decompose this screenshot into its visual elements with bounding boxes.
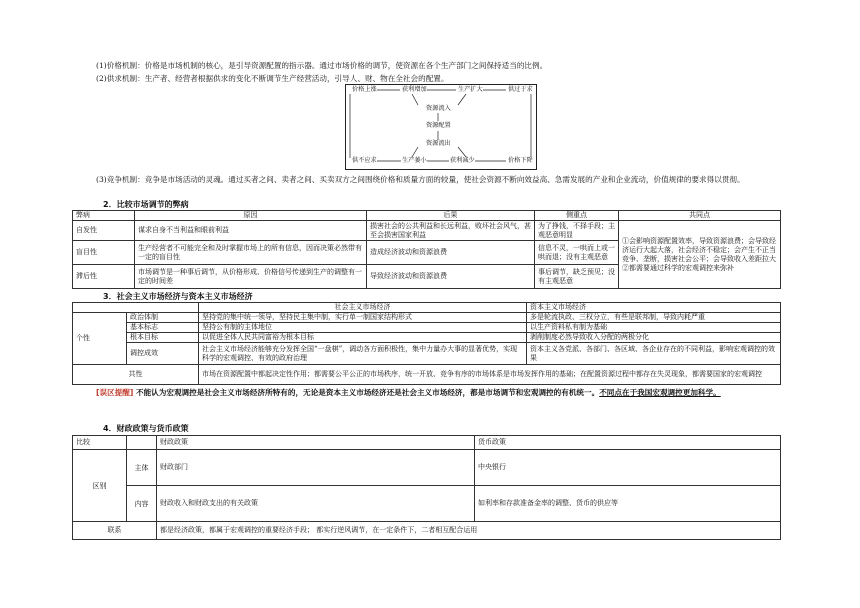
header-common: 共同点: [619, 211, 781, 221]
node-profit-up: 获利增加: [402, 86, 427, 93]
node-production-expand: 生产扩大: [458, 86, 483, 93]
misconception-note: [96, 385, 776, 401]
difference-label: 区别: [73, 450, 127, 522]
socialist-cell: 坚持党的集中统一领导，坚持民主集中制，实行单一制国家结构形式: [199, 313, 527, 323]
section3-title: 3．社会主义市场经济与资本主义市场经济: [103, 292, 253, 301]
defect-cause: 谋求自身不当利益和眼前利益: [135, 221, 367, 241]
link-text: 都是经济政策，都属于宏观调控的重要经济手段； 都实行逆风调节，在一定条件下，二者相互配合运用: [157, 522, 781, 540]
defect-effect: 导致经济波动和资源浪费: [367, 265, 535, 289]
row-label: 基本标志: [127, 323, 199, 333]
fiscal-subject: 财政部门: [157, 450, 475, 486]
defect-focus: 为了挣钱，不择手段；主观恶意明显: [535, 221, 619, 241]
node-production-shrink: 生产萎小: [402, 157, 427, 164]
table-row: [73, 365, 781, 385]
row-label: 调控成效: [127, 343, 199, 365]
competition-paragraph: (3)竞争机制：竞争是市场活动的灵魂。通过买者之间、卖者之间、买卖双方之间围绕价格和质量方面的较量，使社会资源不断向效益高、急需发展的产业和企业流动，价值规律的要求得以贯彻。: [96, 175, 745, 184]
table-row: [73, 486, 781, 522]
defect-name: 盲目性: [73, 241, 135, 265]
table-row: [73, 323, 781, 333]
table-row: [73, 522, 781, 540]
table-row: [73, 221, 781, 241]
defect-name: 滞后性: [73, 265, 135, 289]
monetary-content: 如利率和存款准备金率的调整、货币的供应等: [475, 486, 781, 522]
node-undersupply: 供不应求: [352, 157, 377, 164]
table-row: [73, 343, 781, 365]
defect-effect: 损害社会的公共利益和长远利益，败坏社会风气，甚至会损害国家利益: [367, 221, 535, 241]
table-row: [73, 450, 781, 486]
node-oversupply: 供过于求: [508, 86, 533, 93]
note-tag: [误区提醒]: [96, 388, 134, 397]
section2-title: 2．比较市场调节的弊病: [103, 200, 189, 209]
personality-label: 个性: [73, 313, 127, 365]
section4-title: 4．财政政策与货币政策: [103, 424, 189, 433]
defect-cause: 市场调节是一种事后调节，从价格形成、价格信号传递到生产的调整有一定的时间差: [135, 265, 367, 289]
defect-cause: 生产经营者不可能完全和及时掌握市场上的所有信息，因而决策必然带有一定的盲目性: [135, 241, 367, 265]
header-socialist: 社会主义市场经济: [199, 303, 527, 313]
defect-focus: 事后调节，缺乏预见；没有主观恶意: [535, 265, 619, 289]
header-focus: 侧重点: [535, 211, 619, 221]
blank-header: [73, 303, 199, 313]
capitalist-cell: 以生产资料私有制为基础: [527, 323, 781, 333]
market-defects-table: [72, 210, 781, 289]
common-cell: 市场在资源配置中都起决定性作用；都需要公平公正的市场秩序，统一开放、竞争有序的市场体系是市场发挥作用的基础；在配置资源过程中都存在失灵现象，都需要国家的宏观调控: [199, 365, 781, 385]
header-monetary: 货币政策: [475, 436, 781, 450]
table-row: [73, 313, 781, 323]
header-capitalist: 资本主义市场经济: [527, 303, 781, 313]
content-label: 内容: [127, 486, 157, 522]
note-underline-text: 不同点在于我国宏观调控更加科学。: [599, 388, 721, 397]
socialist-cell: 坚持公有制的主体地位: [199, 323, 527, 333]
row-label: 政治体制: [127, 313, 199, 323]
fiscal-content: 财政收入和财政支出的有关政策: [157, 486, 475, 522]
market-economy-compare-table: [72, 302, 781, 385]
subject-label: 主体: [127, 450, 157, 486]
socialist-cell: 以促进全体人民共同富裕为根本目标: [199, 333, 527, 343]
table-row: [73, 333, 781, 343]
fiscal-monetary-table: [72, 435, 781, 540]
header-effect: 后果: [367, 211, 535, 221]
defect-common: ①会影响资源配置效率，导致资源浪费；会导致经济运行大起大落，社会经济不稳定；会产生不正当竞争、垄断，损害社会公平；会导致收入差距拉大 ②都需要通过科学的宏观调控来弥补: [619, 221, 781, 289]
node-resource-allocation: 资源配置: [426, 122, 451, 129]
blank-header: [127, 436, 157, 450]
node-price-down: 价格下降: [508, 157, 533, 164]
link-label: 联系: [73, 522, 157, 540]
socialist-cell: 社会主义市场经济能够充分发挥全国“一盘棋”，调动各方面积极性，集中力量办大事的显著优势，实现科学的宏观调控、有效的政府治理: [199, 343, 527, 365]
node-profit-down: 获利减少: [450, 157, 475, 164]
note-text: 不能认为宏观调控是社会主义市场经济所特有的，无论是资本主义市场经济还是社会主义市场经济，都是市场调节和宏观调控的有机统一。: [135, 388, 600, 397]
header-cause: 原因: [135, 211, 367, 221]
defect-name: 自发性: [73, 221, 135, 241]
common-label: 共性: [73, 365, 199, 385]
header-compare: 比较: [73, 436, 127, 450]
capitalist-cell: 资本主义各党派、各部门、各区域、各企业存在的不同利益，影响宏观调控的效果: [527, 343, 781, 365]
header-fiscal: 财政政策: [157, 436, 475, 450]
supply-demand-diagram: [345, 84, 537, 170]
capitalist-cell: 剥削制度必然导致收入分配的两极分化: [527, 333, 781, 343]
node-resource-inflow: 资源流入: [426, 105, 451, 112]
node-resource-outflow: 资源流出: [426, 140, 451, 147]
row-label: 根本目标: [127, 333, 199, 343]
defect-effect: 造成经济波动和资源浪费: [367, 241, 535, 265]
monetary-subject: 中央银行: [475, 450, 781, 486]
price-mechanism-paragraph: (1)价格机制：价格是市场机制的核心，是引导资源配置的指示器。通过市场价格的调节，使资源在各个生产部门之间保持适当的比例。: [96, 61, 548, 70]
header-defect: 弊病: [73, 211, 135, 221]
defect-focus: 信息不灵，一哄而上或一哄而退；没有主观恶意: [535, 241, 619, 265]
capitalist-cell: 多是轮流执政、三权分立，有些是联邦制，导致内耗严重: [527, 313, 781, 323]
supply-demand-paragraph: (2)供求机制：生产者、经营者根据供求的变化不断调节生产经营活动，引导人、财、物在全社会的配置。: [96, 74, 449, 83]
node-price-up: 价格上涨: [352, 86, 377, 93]
